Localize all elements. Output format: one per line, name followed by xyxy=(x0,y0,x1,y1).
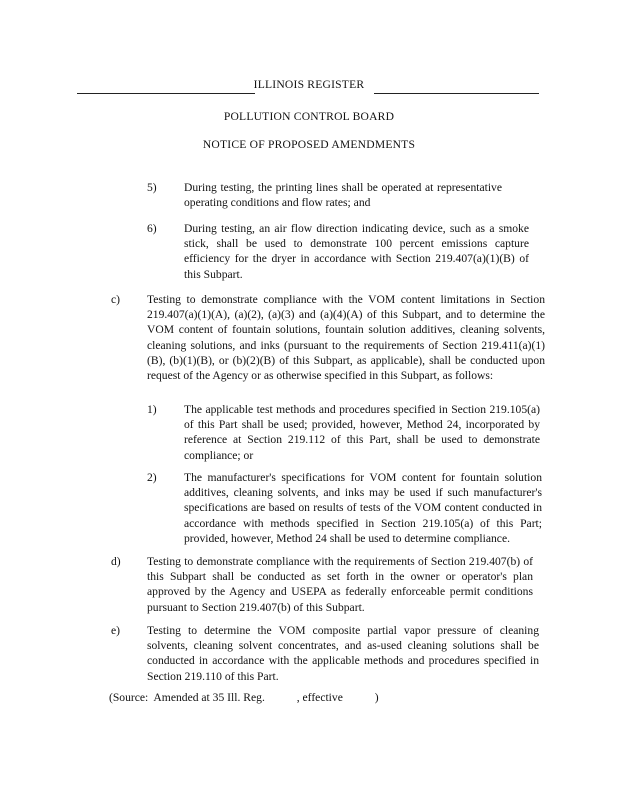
item-text: Testing to determine the VOM composite partial vapor pressure of cleaning solvents, cleaning solvent concentrates, and as-used cleaning solutions shall be conducted in accordance with the applicable methods and procedures specified in Section 219.110 of this Part. xyxy=(147,624,539,683)
notice-title: NOTICE OF PROPOSED AMENDMENTS xyxy=(202,138,416,151)
item-text: Testing to demonstrate compliance with the VOM content limitations in Section 219.407(a)(1)(A), (a)(2), (a)(3) and (a)(4)(A) of this Subpart, and to determine the VOM content of fountain solutions, fountain solution additives, cleaning solvents, cleaning solutions, and inks (pursuant to the requirements of Section 219.411(a)(1)(B), (b)(1)(B), or (b)(2)(B) of this Subpart, as applicable), shall be conducted upon request of the Agency or as otherwise specified in this Subpart, as follows: xyxy=(147,293,545,383)
item-text: The manufacturer's specifications for VOM content for fountain solution additives, cleaning solvents, and inks may be used if such manufacturer's specifications are based on results of tests of the VOM content conducted in accordance with methods specified in Section 219.105(a) of this Part; provided, however, Method 24 shall be used to determine compliance. xyxy=(184,471,542,545)
item-text: Testing to demonstrate compliance with the requirements of Section 219.407(b) of this Subpart shall be conducted as set forth in the owner or operator's plan approved by the Agency and USEPA as federally enforceable permit conditions pursuant to Section 219.407(b) of this Subpart. xyxy=(147,555,533,614)
item-label: d) xyxy=(111,555,121,568)
item-label: c) xyxy=(111,293,121,306)
board-title: POLLUTION CONTROL BOARD xyxy=(223,110,395,123)
item-label: e) xyxy=(111,624,121,637)
item-text: The applicable test methods and procedures specified in Section 219.105(a) of this Part shall be used; provided, however, Method 24, incorporated by reference at Section 219.112 of this Part, shall be used to demonstrate compliance; or xyxy=(184,403,540,462)
item-label: 6) xyxy=(147,222,157,235)
item-label: 1) xyxy=(147,403,157,416)
header-rule-right xyxy=(374,93,539,94)
item-text: During testing, an air flow direction indicating device, such as a smoke stick, shall be used to demonstrate 100 percent emissions capture efficiency for the dryer in accordance with Section 219.407(a)(1)(B) of this Subpart. xyxy=(184,222,529,281)
item-label: 5) xyxy=(147,181,157,194)
item-label: 2) xyxy=(147,471,157,484)
source-note: (Source: Amended at 35 Ill. Reg. , effective ) xyxy=(109,691,379,704)
register-title: ILLINOIS REGISTER xyxy=(253,78,365,91)
header-rule-left xyxy=(77,93,255,94)
item-text: During testing, the printing lines shall be operated at representative operating conditions and flow rates; and xyxy=(184,181,502,210)
